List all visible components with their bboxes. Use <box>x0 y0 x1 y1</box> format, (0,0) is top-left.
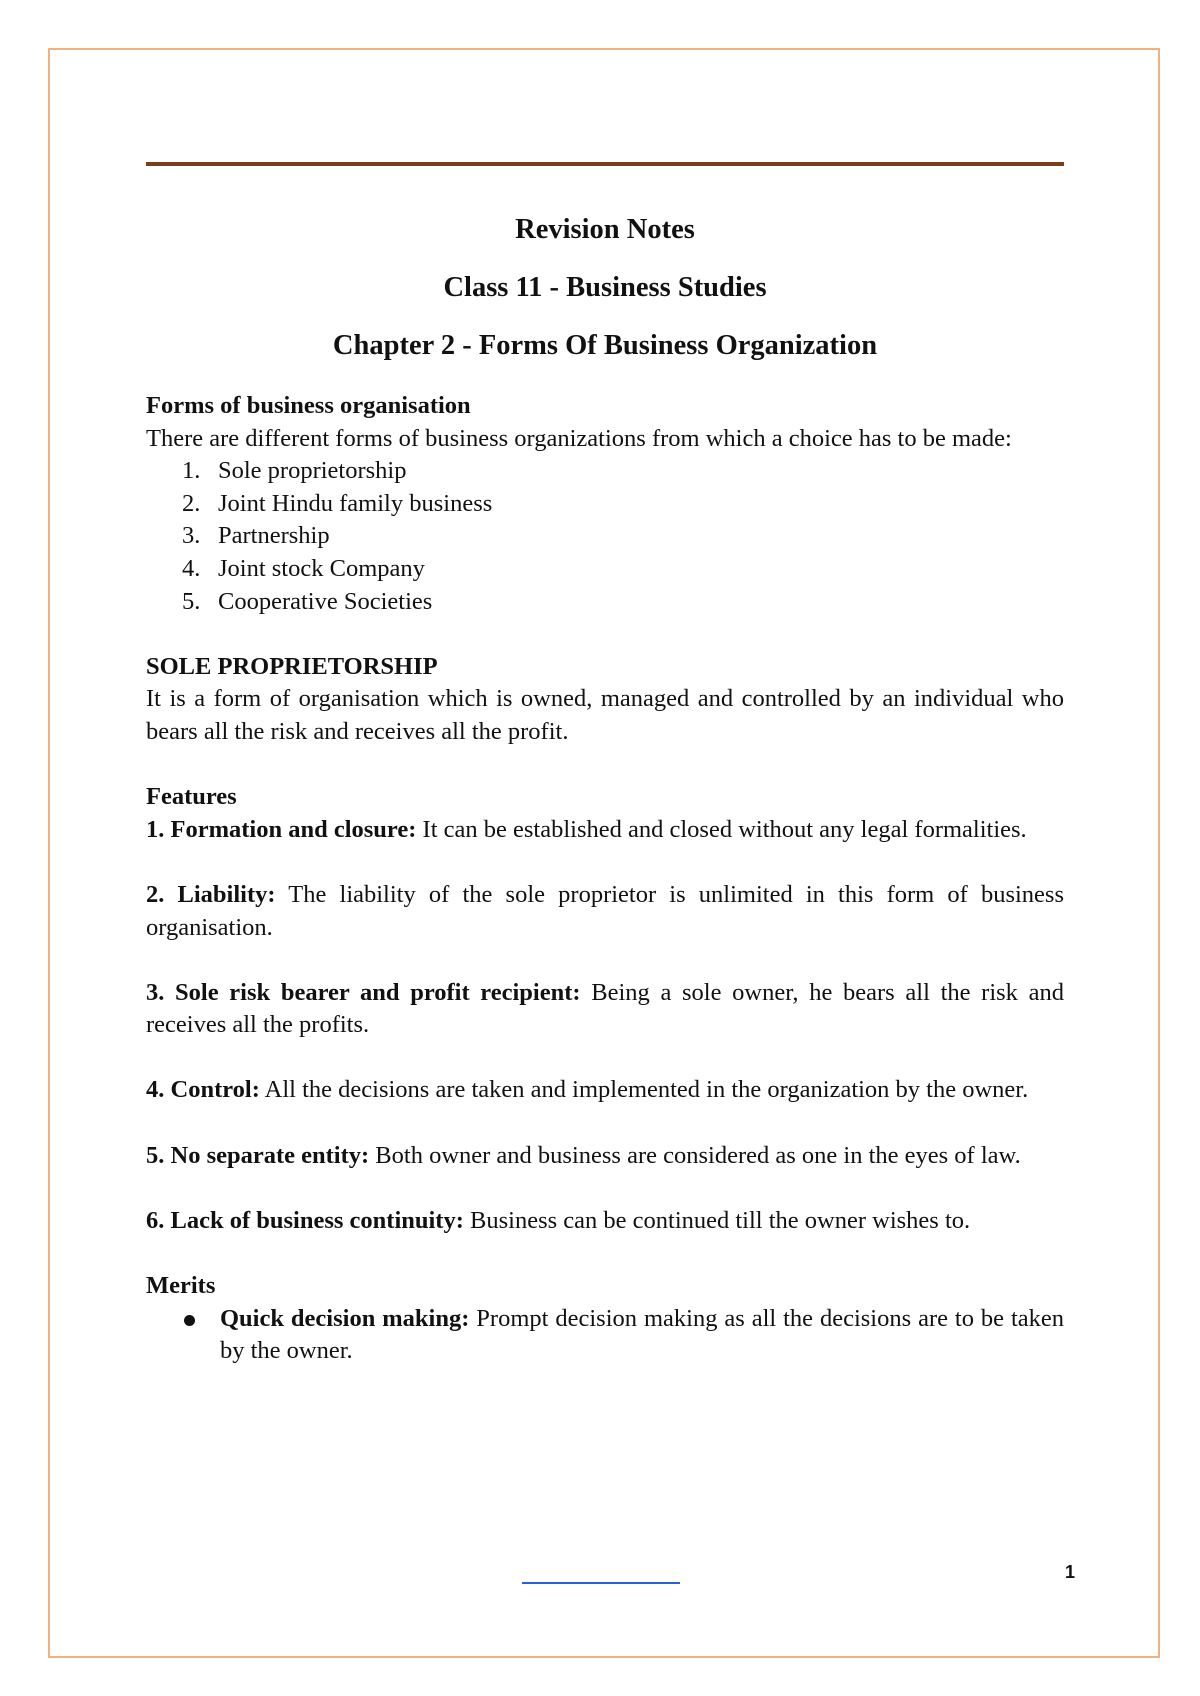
list-item: 4. Joint stock Company <box>182 554 425 582</box>
feature-item: 1. Formation and closure: It can be established and closed without any legal formalities. <box>146 815 1027 843</box>
section-heading-forms: Forms of business organisation <box>146 392 471 419</box>
document-body <box>146 212 1064 1368</box>
section-heading-sole: SOLE PROPRIETORSHIP <box>146 652 438 680</box>
bullet-icon <box>184 1315 195 1326</box>
list-item: 3. Partnership <box>182 522 330 550</box>
doc-subtitle-chapter: Chapter 2 - Forms Of Business Organization <box>332 330 878 361</box>
feature-item: 3. Sole risk bearer and profit recipient: Being a sole owner, he bears all the risk and receives all the profits. <box>146 978 1064 1039</box>
list-item: 1. Sole proprietorship <box>182 457 407 485</box>
forms-intro: There are different forms of business organizations from which a choice has to be made: <box>146 424 1012 452</box>
sole-definition: It is a form of organisation which is owned, managed and controlled by an individual who bears all the risk and receives all the profit. <box>146 685 1064 745</box>
list-item: Quick decision making: Prompt decision making as all the decisions are to be taken by the owner. <box>146 1303 1064 1368</box>
forms-list <box>146 455 1064 618</box>
merits-list <box>146 1303 1064 1368</box>
feature-item: 5. No separate entity: Both owner and business are considered as one in the eyes of law. <box>146 1141 1021 1169</box>
section-heading-merits: Merits <box>146 1272 216 1300</box>
page-number: 1 <box>1065 1562 1076 1582</box>
feature-item: 2. Liability: The liability of the sole proprietor is unlimited in this form of business organisation. <box>146 880 1064 941</box>
section-heading-features: Features <box>146 783 237 811</box>
footer-link[interactable] <box>522 1582 680 1584</box>
feature-item: 6. Lack of business continuity: Business can be continued till the owner wishes to. <box>146 1206 971 1234</box>
header-rule <box>146 162 1064 166</box>
feature-item: 4. Control: All the decisions are taken and implemented in the organization by the owner. <box>146 1076 1029 1104</box>
list-item: 2. Joint Hindu family business <box>182 489 493 517</box>
doc-title: Revision Notes <box>515 214 695 245</box>
list-item: 5. Cooperative Societies <box>182 587 433 615</box>
doc-subtitle-class: Class 11 - Business Studies <box>443 272 767 303</box>
